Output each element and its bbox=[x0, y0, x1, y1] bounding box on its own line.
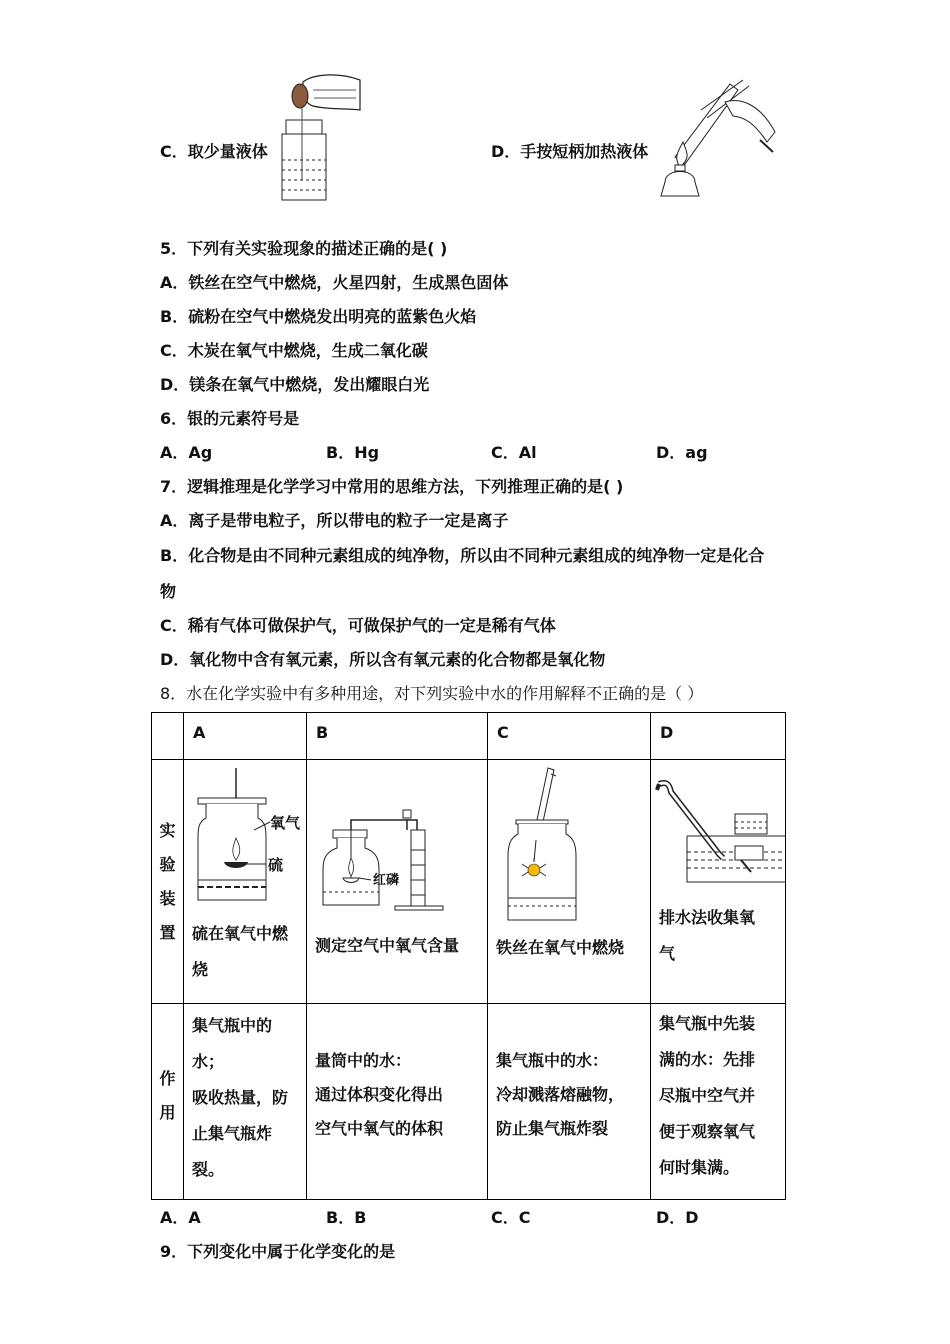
cell-function-d bbox=[651, 1004, 786, 1200]
function-line: 防止集气瓶炸裂 bbox=[496, 1119, 609, 1138]
function-line: 止集气瓶炸 bbox=[192, 1124, 273, 1143]
label-red-phosphorus: 红磷 bbox=[373, 873, 400, 888]
row-label-char: 实 bbox=[159, 821, 176, 840]
phosphorus-measure-illustration bbox=[307, 760, 487, 920]
iron-wire-burning-illustration bbox=[488, 760, 650, 928]
caption-line: 烧 bbox=[192, 960, 209, 979]
cell-apparatus-d bbox=[651, 760, 786, 1004]
q6-option-c: C．Al bbox=[491, 443, 537, 462]
q5-option-a: A．铁丝在空气中燃烧，火星四射，生成黑色固体 bbox=[160, 273, 509, 292]
q9-stem: 9．下列变化中属于化学变化的是 bbox=[160, 1242, 396, 1261]
function-line: 水； bbox=[192, 1052, 225, 1071]
q8-option-c: C．C bbox=[491, 1208, 531, 1227]
cell-apparatus-a bbox=[184, 760, 307, 1004]
q4-option-d: D．手按短柄加热液体 bbox=[491, 142, 649, 161]
function-line: 满的水：先排 bbox=[659, 1050, 756, 1069]
function-line: 集气瓶中的水： bbox=[496, 1051, 609, 1070]
cell-apparatus-b bbox=[307, 760, 488, 1004]
q7-option-c: C．稀有气体可做保护气，可做保护气的一定是稀有气体 bbox=[160, 616, 556, 635]
label-oxygen: 氧气 bbox=[270, 814, 301, 832]
function-line: 集气瓶中的 bbox=[192, 1016, 273, 1035]
caption-d bbox=[651, 900, 785, 972]
caption-b: 测定空气中氧气含量 bbox=[315, 936, 460, 955]
function-line: 何时集满。 bbox=[659, 1158, 740, 1177]
label-sulfur: 硫 bbox=[268, 856, 284, 874]
table-header-empty bbox=[152, 713, 184, 760]
sulfur-burning-illustration bbox=[184, 760, 306, 910]
caption-a bbox=[184, 916, 306, 988]
q6-option-a: A．Ag bbox=[160, 443, 213, 462]
function-line: 通过体积变化得出 bbox=[315, 1085, 444, 1104]
caption-line: 气 bbox=[659, 944, 676, 963]
q8-stem: 8．水在化学实验中有多种用途，对下列实验中水的作用解释不正确的是（ ） bbox=[160, 684, 704, 703]
q8-table bbox=[151, 712, 786, 1200]
row-label-char: 装 bbox=[159, 889, 176, 908]
dropper-bottle-illustration bbox=[268, 70, 368, 205]
q4-option-c: C．取少量液体 bbox=[160, 142, 268, 161]
q6-option-d: D．ag bbox=[656, 443, 708, 462]
function-line: 吸收热量，防 bbox=[192, 1088, 289, 1107]
cell-function-a bbox=[184, 1004, 307, 1200]
cell-apparatus-c bbox=[488, 760, 651, 1004]
q8-option-b: B．B bbox=[326, 1208, 367, 1227]
row-label-char: 用 bbox=[159, 1103, 176, 1122]
table-header-c: C bbox=[488, 713, 651, 760]
table-header-b: B bbox=[307, 713, 488, 760]
function-line: 空气中氧气的体积 bbox=[315, 1119, 444, 1138]
q5-option-b: B．硫粉在空气中燃烧发出明亮的蓝紫色火焰 bbox=[160, 307, 477, 326]
row-label-apparatus bbox=[152, 760, 184, 1004]
q7-option-a: A．离子是带电粒子，所以带电的粒子一定是离子 bbox=[160, 511, 509, 530]
row-label-char: 置 bbox=[159, 923, 176, 942]
function-line: 尽瓶中空气并 bbox=[659, 1086, 756, 1105]
q5-stem: 5．下列有关实验现象的描述正确的是( ) bbox=[160, 239, 448, 258]
function-line: 量筒中的水： bbox=[315, 1051, 412, 1070]
table-header-a: A bbox=[184, 713, 307, 760]
cell-function-b bbox=[307, 1004, 488, 1200]
caption-line: 硫在氧气中燃 bbox=[192, 924, 289, 943]
q8-option-a: A．A bbox=[160, 1208, 201, 1227]
q8-option-d: D．D bbox=[656, 1208, 699, 1227]
function-line: 便于观察氧气 bbox=[659, 1122, 756, 1141]
figure-dropper-bottle bbox=[268, 70, 368, 205]
row-label-function bbox=[152, 1004, 184, 1200]
q6-option-b: B．Hg bbox=[326, 443, 380, 462]
q5-option-c: C．木炭在氧气中燃烧，生成二氧化碳 bbox=[160, 341, 428, 360]
function-line: 集气瓶中先装 bbox=[659, 1014, 756, 1033]
table-header-d: D bbox=[651, 713, 786, 760]
row-label-char: 作 bbox=[159, 1069, 176, 1088]
figure-test-tube-heating bbox=[655, 72, 780, 200]
q6-stem: 6．银的元素符号是 bbox=[160, 409, 300, 428]
q7-option-b-wrap: 物 bbox=[160, 582, 177, 601]
q7-option-b: B．化合物是由不同种元素组成的纯净物，所以由不同种元素组成的纯净物一定是化合 bbox=[160, 546, 765, 565]
q7-option-d: D．氧化物中含有氧元素，所以含有氧元素的化合物都是氧化物 bbox=[160, 650, 606, 669]
water-displacement-illustration bbox=[651, 760, 785, 900]
cell-function-c bbox=[488, 1004, 651, 1200]
q5-option-d: D．镁条在氧气中燃烧，发出耀眼白光 bbox=[160, 375, 430, 394]
q7-stem: 7．逻辑推理是化学学习中常用的思维方法，下列推理正确的是( ) bbox=[160, 477, 624, 496]
row-label-char: 验 bbox=[159, 855, 176, 874]
test-tube-heating-illustration bbox=[655, 72, 780, 200]
caption-c: 铁丝在氧气中燃烧 bbox=[496, 938, 625, 957]
function-line: 冷却溅落熔融物， bbox=[496, 1085, 625, 1104]
caption-line: 排水法收集氧 bbox=[659, 908, 756, 927]
function-line: 裂。 bbox=[192, 1160, 225, 1179]
